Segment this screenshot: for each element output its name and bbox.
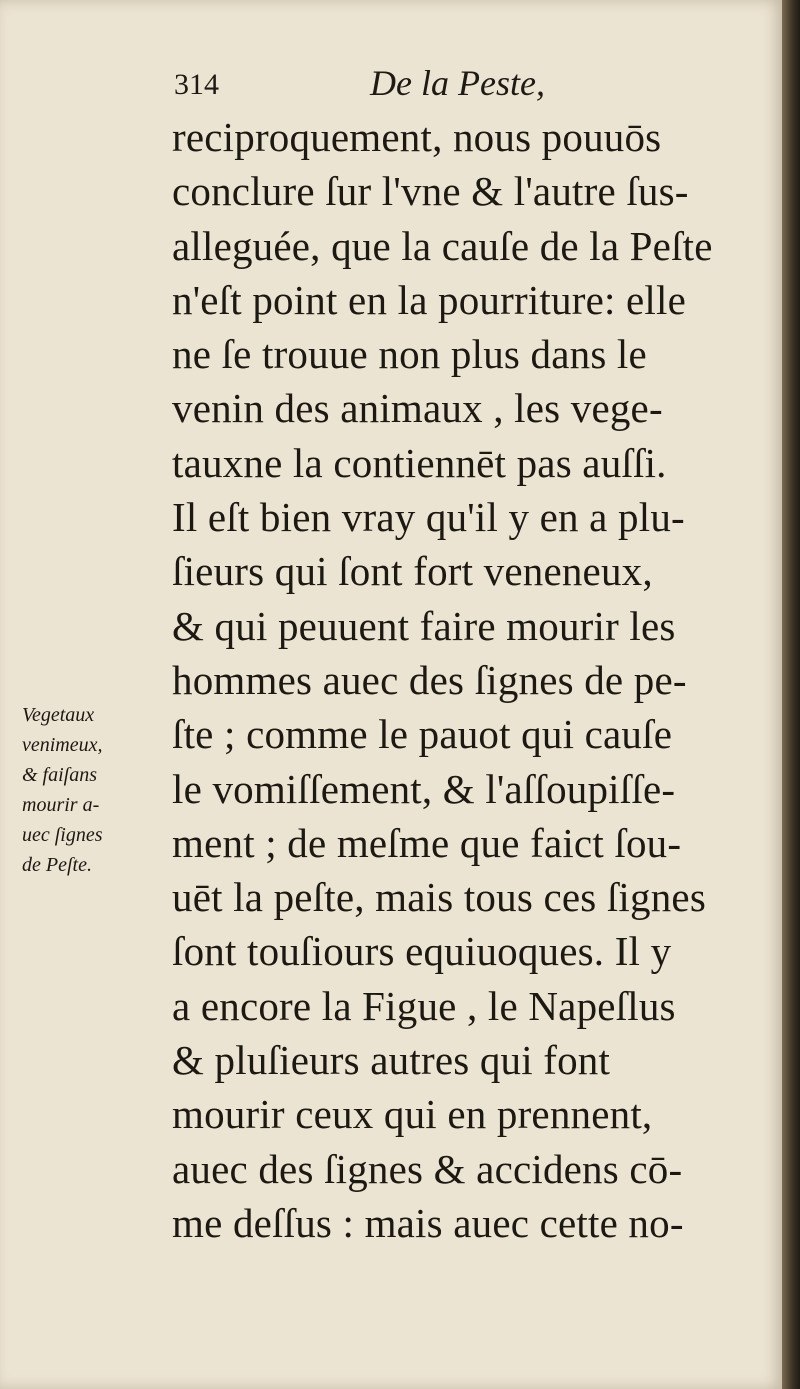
text-line: ne ſe trouue non plus dans le [172, 331, 647, 378]
marginal-note [22, 700, 172, 880]
text-line: ſte ; comme le pauot qui cauſe [172, 711, 673, 758]
marginal-note-line: Vegetaux [22, 704, 95, 726]
text-line: conclure ſur l'vne & l'autre ſus- [172, 168, 689, 215]
text-line: & pluſieurs autres qui font [172, 1037, 611, 1084]
book-gutter-shadow [782, 0, 800, 1389]
text-line: a encore la Figue , le Napeſlus [172, 982, 676, 1029]
text-line: reciproquement, nous pouuōs [172, 114, 662, 160]
body-text [172, 110, 752, 1250]
text-line: n'eſt point en la pourriture: elle [172, 276, 686, 323]
marginal-note-line: venimeux, [22, 734, 103, 756]
text-line: & qui peuuent faire mourir les [172, 602, 676, 649]
text-line: le vomiſſement, & l'aſſoupiſſe- [172, 765, 676, 812]
page-number: 314 [174, 68, 219, 101]
marginal-note-line: mourir a- [22, 794, 100, 816]
text-line: auec des ſignes & accidens cō- [172, 1145, 683, 1192]
text-line: venin des animaux , les vege- [172, 385, 663, 432]
text-line: Il eſt bien vray qu'il y en a plu- [172, 494, 685, 541]
text-line: tauxne la contiennēt pas auſſi. [172, 439, 667, 486]
text-line: uēt la peſte, mais tous ces ſignes [172, 874, 706, 921]
marginal-note-line: uec ſignes [22, 824, 103, 846]
text-line: hommes auec des ſignes de pe- [172, 656, 687, 703]
running-title: De la Peste, [370, 63, 545, 103]
text-line: ſieurs qui ſont fort veneneux, [172, 548, 653, 595]
marginal-note-line: & faiſans [22, 764, 98, 786]
page-header [174, 62, 594, 112]
text-line: mourir ceux qui en prennent, [172, 1091, 653, 1138]
text-line: me deſſus : mais auec cette no- [172, 1199, 684, 1246]
text-line: ment ; de meſme que faict ſou- [172, 819, 682, 866]
text-line: alleguée, que la cauſe de la Peſte [172, 222, 713, 269]
marginal-note-line: de Peſte. [22, 854, 92, 876]
text-line: ſont touſiours equiuoques. Il y [172, 928, 672, 975]
